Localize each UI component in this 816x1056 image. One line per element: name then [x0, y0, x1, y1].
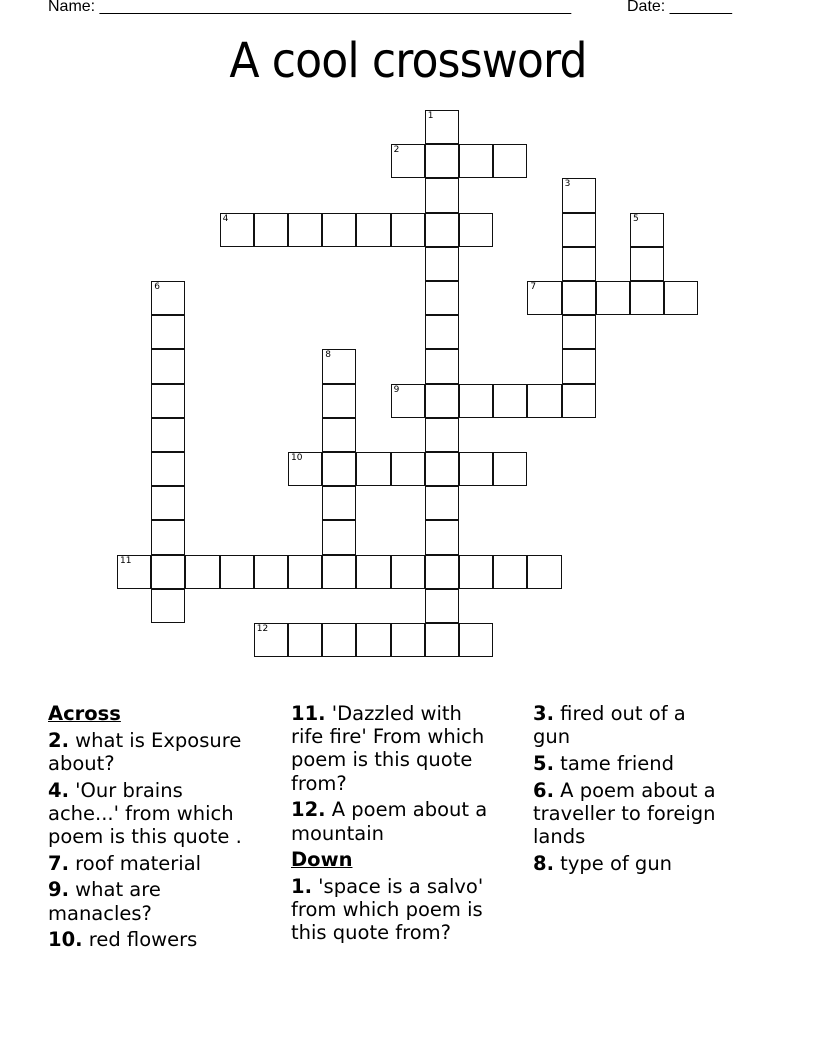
- grid-cell[interactable]: [322, 213, 356, 247]
- grid-cell[interactable]: [459, 555, 493, 589]
- grid-cell[interactable]: [425, 452, 459, 486]
- grid-cell[interactable]: [151, 281, 185, 315]
- down-clue: [533, 779, 768, 849]
- clue-text-line: 8. type of gun: [533, 851, 673, 875]
- grid-cell[interactable]: [425, 110, 459, 144]
- grid-cell[interactable]: [322, 486, 356, 520]
- date-field-label: Date: _______: [627, 0, 732, 15]
- clue-text-line: manacles?: [48, 901, 152, 925]
- grid-cell[interactable]: [562, 384, 596, 418]
- grid-cell[interactable]: [425, 486, 459, 520]
- grid-cell[interactable]: [425, 623, 459, 657]
- clue-number: 3.: [533, 702, 554, 725]
- grid-cell[interactable]: [425, 213, 459, 247]
- grid-cell[interactable]: [151, 315, 185, 349]
- grid-cell[interactable]: [185, 555, 219, 589]
- clue-text-line: gun: [533, 725, 571, 749]
- clue-number-label: 5: [633, 213, 639, 224]
- clue-text-line: 2. what is Exposure: [48, 728, 242, 752]
- down-clue: [533, 702, 768, 748]
- grid-cell[interactable]: [391, 623, 425, 657]
- clue-number: 12.: [291, 798, 326, 822]
- grid-cell[interactable]: [425, 281, 459, 315]
- grid-cell[interactable]: [356, 555, 390, 589]
- clue-number: 9.: [48, 878, 69, 902]
- across-clue: [48, 878, 283, 924]
- grid-cell[interactable]: [151, 520, 185, 554]
- clue-number-label: 3: [564, 179, 571, 190]
- grid-cell[interactable]: [220, 213, 254, 247]
- grid-cell[interactable]: [425, 418, 459, 452]
- clue-number-label: 10: [291, 453, 303, 463]
- clue-number: 2.: [48, 728, 69, 752]
- grid-cell[interactable]: [459, 452, 493, 486]
- grid-cell[interactable]: [459, 623, 493, 657]
- clue-text-line: from which poem is: [291, 898, 483, 922]
- clue-text-line: poem is this quote: [291, 748, 473, 772]
- clue-number-label: 7: [530, 282, 537, 292]
- clue-text-line: 6. A poem about a: [533, 778, 716, 802]
- grid-cell[interactable]: [562, 213, 596, 247]
- clues-column-2: [291, 702, 526, 948]
- clue-number: 10.: [48, 928, 83, 952]
- grid-cell[interactable]: [288, 452, 322, 486]
- clue-text-line: this quote from?: [291, 921, 452, 945]
- grid-cell[interactable]: [459, 213, 493, 247]
- clue-number: 1.: [291, 874, 312, 898]
- grid-cell[interactable]: [356, 452, 390, 486]
- grid-cell[interactable]: [322, 418, 356, 452]
- grid-cell[interactable]: [322, 384, 356, 418]
- grid-cell[interactable]: [493, 384, 527, 418]
- across-clue: [48, 928, 283, 951]
- grid-cell[interactable]: [220, 555, 254, 589]
- clue-number-label: 6: [154, 282, 160, 292]
- clue-text-line: 1. 'space is a salvo': [291, 874, 484, 898]
- grid-cell[interactable]: [254, 623, 288, 657]
- grid-cell[interactable]: [322, 555, 356, 589]
- grid-cell[interactable]: [288, 213, 322, 247]
- grid-cell[interactable]: [254, 213, 288, 247]
- grid-cell[interactable]: [425, 144, 459, 178]
- down-heading: Down: [291, 848, 353, 872]
- clue-text-line: rife fire' From which: [291, 725, 485, 749]
- clue-number: 6.: [533, 778, 554, 802]
- grid-cell[interactable]: [527, 281, 561, 315]
- grid-cell[interactable]: [596, 281, 630, 315]
- grid-cell[interactable]: [391, 213, 425, 247]
- grid-cell[interactable]: [151, 589, 185, 623]
- clue-text-line: 10. red flowers: [48, 928, 198, 952]
- clue-text-line: 7. roof material: [48, 851, 202, 875]
- grid-cell[interactable]: [254, 555, 288, 589]
- across-clue: [48, 779, 283, 849]
- grid-cell[interactable]: [151, 349, 185, 383]
- clue-text-line: traveller to foreign: [533, 801, 716, 825]
- grid-cell[interactable]: [391, 555, 425, 589]
- clue-text-line: 12. A poem about a: [291, 798, 488, 822]
- clue-number-label: 12: [256, 624, 269, 634]
- clue-number: 8.: [533, 851, 554, 875]
- grid-cell[interactable]: [425, 555, 459, 589]
- clue-number-label: 4: [222, 213, 229, 224]
- across-clue: [291, 702, 526, 795]
- grid-cell[interactable]: [425, 384, 459, 418]
- grid-cell[interactable]: [117, 555, 151, 589]
- grid-cell[interactable]: [562, 178, 596, 212]
- clue-number-label: 1: [427, 111, 434, 121]
- grid-cell[interactable]: [322, 452, 356, 486]
- grid-cell[interactable]: [562, 247, 596, 281]
- clues-column-1: [48, 702, 283, 955]
- grid-cell[interactable]: [425, 589, 459, 623]
- grid-cell[interactable]: [425, 178, 459, 212]
- clue-text-line: ache...' from which: [48, 801, 234, 825]
- grid-cell[interactable]: [527, 555, 561, 589]
- down-clue: [533, 852, 768, 875]
- clue-number: 7.: [48, 851, 69, 875]
- grid-cell[interactable]: [664, 281, 698, 315]
- grid-cell[interactable]: [459, 144, 493, 178]
- grid-cell[interactable]: [562, 349, 596, 383]
- clues-column-3: [533, 702, 768, 878]
- grid-cell[interactable]: [459, 384, 493, 418]
- grid-cell[interactable]: [562, 315, 596, 349]
- grid-cell[interactable]: [391, 384, 425, 418]
- grid-cell[interactable]: [151, 418, 185, 452]
- clue-number: 11.: [291, 702, 326, 725]
- grid-cell[interactable]: [425, 349, 459, 383]
- down-clue: [533, 752, 768, 775]
- clue-text-line: lands: [533, 825, 586, 849]
- across-clue: [48, 852, 283, 875]
- grid-cell[interactable]: [151, 555, 185, 589]
- clue-number-label: 2: [393, 145, 400, 156]
- clue-text-line: 9. what are: [48, 878, 161, 902]
- grid-cell[interactable]: [322, 349, 356, 383]
- down-clue: [291, 875, 526, 945]
- grid-cell[interactable]: [493, 452, 527, 486]
- grid-cell[interactable]: [493, 144, 527, 178]
- clue-text-line: 4. 'Our brains: [48, 778, 183, 802]
- grid-cell[interactable]: [356, 623, 390, 657]
- grid-cell[interactable]: [151, 452, 185, 486]
- grid-cell[interactable]: [527, 384, 561, 418]
- clue-number: 4.: [48, 778, 69, 802]
- clue-text-line: from?: [291, 771, 347, 795]
- grid-cell[interactable]: [562, 281, 596, 315]
- grid-cell[interactable]: [322, 623, 356, 657]
- clue-number: 5.: [533, 751, 554, 775]
- clue-text-line: poem is this quote .: [48, 825, 242, 849]
- grid-cell[interactable]: [151, 486, 185, 520]
- grid-cell[interactable]: [630, 247, 664, 281]
- grid-cell[interactable]: [391, 452, 425, 486]
- clue-text-line: 11. 'Dazzled with: [291, 702, 462, 725]
- clue-number-label: 9: [393, 384, 400, 395]
- clue-text-line: mountain: [291, 821, 385, 845]
- grid-cell[interactable]: [288, 555, 322, 589]
- across-clue: [48, 729, 283, 775]
- clue-number-label: 8: [325, 350, 331, 361]
- grid-cell[interactable]: [493, 555, 527, 589]
- grid-cell[interactable]: [630, 213, 664, 247]
- page-title: A cool crossword: [229, 33, 587, 89]
- name-field-label: Name: _____________________________________________________: [48, 0, 572, 15]
- clue-text-line: 5. tame friend: [533, 751, 675, 775]
- grid-cell[interactable]: [288, 623, 322, 657]
- across-clue: [291, 798, 526, 844]
- clue-text-line: 3. fired out of a: [533, 702, 686, 725]
- grid-cell[interactable]: [151, 384, 185, 418]
- grid-cell[interactable]: [425, 247, 459, 281]
- grid-cell[interactable]: [356, 213, 390, 247]
- across-heading: Across: [48, 702, 121, 725]
- clue-text-line: about?: [48, 751, 115, 775]
- grid-cell[interactable]: [425, 520, 459, 554]
- grid-cell[interactable]: [630, 281, 664, 315]
- grid-cell[interactable]: [425, 315, 459, 349]
- grid-cell[interactable]: [391, 144, 425, 178]
- clue-number-label: 11: [120, 555, 132, 566]
- grid-cell[interactable]: [322, 520, 356, 554]
